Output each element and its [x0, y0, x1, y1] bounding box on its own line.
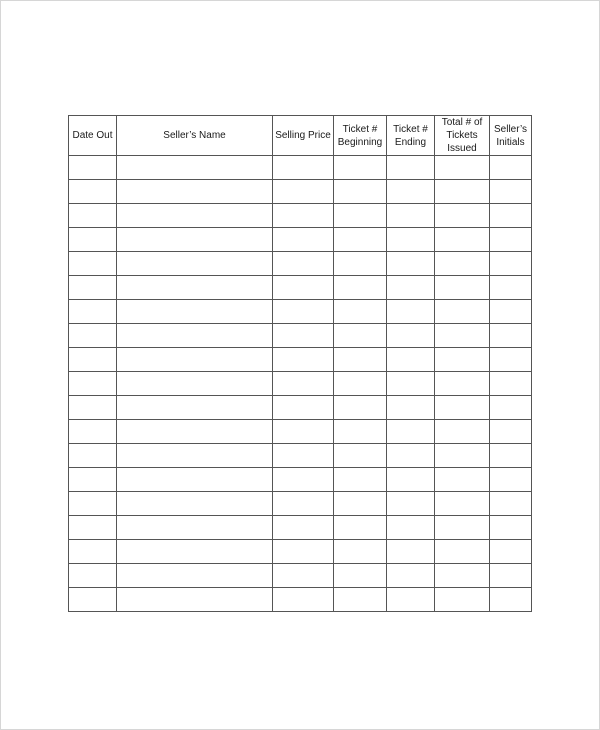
table-cell	[69, 228, 117, 252]
table-cell	[490, 420, 532, 444]
header-sellers-name: Seller’s Name	[117, 116, 273, 156]
table-cell	[117, 252, 273, 276]
table-cell	[117, 468, 273, 492]
table-cell	[387, 444, 435, 468]
table-cell	[69, 372, 117, 396]
table-cell	[490, 276, 532, 300]
table-row	[69, 420, 532, 444]
table-cell	[69, 492, 117, 516]
table-cell	[273, 300, 334, 324]
table-cell	[334, 180, 387, 204]
table-cell	[273, 324, 334, 348]
table-cell	[334, 372, 387, 396]
table-cell	[69, 252, 117, 276]
table-row	[69, 348, 532, 372]
table-cell	[334, 588, 387, 612]
table-cell	[69, 420, 117, 444]
header-row	[69, 116, 532, 156]
table-cell	[273, 564, 334, 588]
table-cell	[387, 420, 435, 444]
table-cell	[69, 444, 117, 468]
header-sellers-initials: Seller’s Initials	[490, 116, 532, 156]
table-cell	[334, 564, 387, 588]
table-cell	[273, 444, 334, 468]
table-cell	[387, 252, 435, 276]
table-cell	[117, 300, 273, 324]
table-cell	[490, 156, 532, 180]
table-cell	[117, 420, 273, 444]
table-cell	[117, 516, 273, 540]
table-cell	[435, 180, 490, 204]
table-cell	[387, 276, 435, 300]
table-cell	[117, 492, 273, 516]
table-cell	[435, 228, 490, 252]
table-cell	[387, 204, 435, 228]
table-cell	[334, 276, 387, 300]
table-cell	[387, 468, 435, 492]
table-cell	[387, 348, 435, 372]
table-cell	[273, 492, 334, 516]
table-row	[69, 252, 532, 276]
table-cell	[334, 420, 387, 444]
table-cell	[69, 588, 117, 612]
table-row	[69, 444, 532, 468]
table-cell	[117, 276, 273, 300]
table-cell	[334, 540, 387, 564]
table-cell	[435, 300, 490, 324]
table-cell	[273, 228, 334, 252]
table-cell	[334, 300, 387, 324]
table-cell	[273, 276, 334, 300]
table-cell	[117, 228, 273, 252]
table-cell	[334, 156, 387, 180]
table-cell	[273, 348, 334, 372]
table-cell	[334, 468, 387, 492]
table-cell	[273, 372, 334, 396]
table-cell	[69, 348, 117, 372]
table-cell	[490, 372, 532, 396]
table-cell	[387, 156, 435, 180]
table-cell	[69, 516, 117, 540]
table-cell	[387, 540, 435, 564]
table-cell	[69, 396, 117, 420]
table-cell	[490, 252, 532, 276]
table-row	[69, 492, 532, 516]
table-cell	[435, 420, 490, 444]
table-cell	[387, 180, 435, 204]
table-cell	[490, 228, 532, 252]
table-cell	[387, 492, 435, 516]
table-cell	[334, 252, 387, 276]
table-cell	[117, 588, 273, 612]
table-cell	[387, 372, 435, 396]
table-cell	[273, 516, 334, 540]
table-cell	[273, 252, 334, 276]
table-cell	[334, 396, 387, 420]
header-date-out: Date Out	[69, 116, 117, 156]
table-cell	[69, 564, 117, 588]
table-cell	[69, 156, 117, 180]
table-cell	[117, 444, 273, 468]
table-cell	[117, 540, 273, 564]
table-cell	[69, 276, 117, 300]
table-cell	[435, 252, 490, 276]
table-cell	[387, 516, 435, 540]
table-row	[69, 540, 532, 564]
table-row	[69, 204, 532, 228]
table-cell	[69, 300, 117, 324]
table-cell	[273, 420, 334, 444]
table-row	[69, 300, 532, 324]
header-total-tickets-issued: Total # of Tickets Issued	[435, 116, 490, 156]
table-cell	[334, 228, 387, 252]
table-cell	[490, 396, 532, 420]
table-cell	[435, 156, 490, 180]
table-cell	[490, 492, 532, 516]
table-row	[69, 156, 532, 180]
table-cell	[273, 180, 334, 204]
table-cell	[387, 300, 435, 324]
table-cell	[334, 492, 387, 516]
table-row	[69, 588, 532, 612]
table-cell	[117, 396, 273, 420]
table-cell	[435, 540, 490, 564]
header-selling-price: Selling Price	[273, 116, 334, 156]
table-cell	[490, 588, 532, 612]
table-cell	[387, 228, 435, 252]
table-cell	[69, 180, 117, 204]
table-cell	[69, 324, 117, 348]
table-cell	[490, 564, 532, 588]
table-cell	[387, 324, 435, 348]
table-cell	[490, 444, 532, 468]
table-cell	[117, 564, 273, 588]
table-cell	[273, 588, 334, 612]
ticket-log-table	[68, 115, 532, 612]
table-row	[69, 516, 532, 540]
table-cell	[117, 204, 273, 228]
table-cell	[387, 588, 435, 612]
table-cell	[273, 204, 334, 228]
table-row	[69, 324, 532, 348]
table-row	[69, 372, 532, 396]
table-cell	[69, 468, 117, 492]
table-cell	[490, 540, 532, 564]
table-row	[69, 228, 532, 252]
table-cell	[334, 204, 387, 228]
table-cell	[490, 516, 532, 540]
table-cell	[117, 156, 273, 180]
table-cell	[334, 348, 387, 372]
table-cell	[490, 300, 532, 324]
table-row	[69, 180, 532, 204]
table-cell	[117, 372, 273, 396]
table-cell	[117, 324, 273, 348]
table-cell	[490, 324, 532, 348]
table-cell	[435, 492, 490, 516]
table-cell	[435, 324, 490, 348]
table-row	[69, 564, 532, 588]
table-cell	[273, 156, 334, 180]
table-cell	[490, 180, 532, 204]
header-ticket-beginning: Ticket # Beginning	[334, 116, 387, 156]
table-cell	[435, 444, 490, 468]
table-cell	[334, 444, 387, 468]
table-cell	[435, 204, 490, 228]
table-row	[69, 276, 532, 300]
table-body	[69, 156, 532, 612]
table-cell	[435, 348, 490, 372]
table-cell	[387, 396, 435, 420]
table-cell	[435, 396, 490, 420]
table-cell	[273, 468, 334, 492]
table-row	[69, 468, 532, 492]
table-cell	[273, 396, 334, 420]
table-cell	[334, 516, 387, 540]
table-cell	[273, 540, 334, 564]
table-cell	[490, 348, 532, 372]
table-cell	[334, 324, 387, 348]
table-cell	[490, 468, 532, 492]
table-cell	[69, 204, 117, 228]
table-cell	[435, 564, 490, 588]
table-cell	[490, 204, 532, 228]
table-cell	[435, 276, 490, 300]
header-ticket-ending: Ticket # Ending	[387, 116, 435, 156]
table-cell	[117, 348, 273, 372]
table-cell	[117, 180, 273, 204]
table-cell	[435, 516, 490, 540]
table-cell	[69, 540, 117, 564]
table-row	[69, 396, 532, 420]
table-cell	[435, 468, 490, 492]
table-cell	[387, 564, 435, 588]
table-cell	[435, 372, 490, 396]
table-cell	[435, 588, 490, 612]
